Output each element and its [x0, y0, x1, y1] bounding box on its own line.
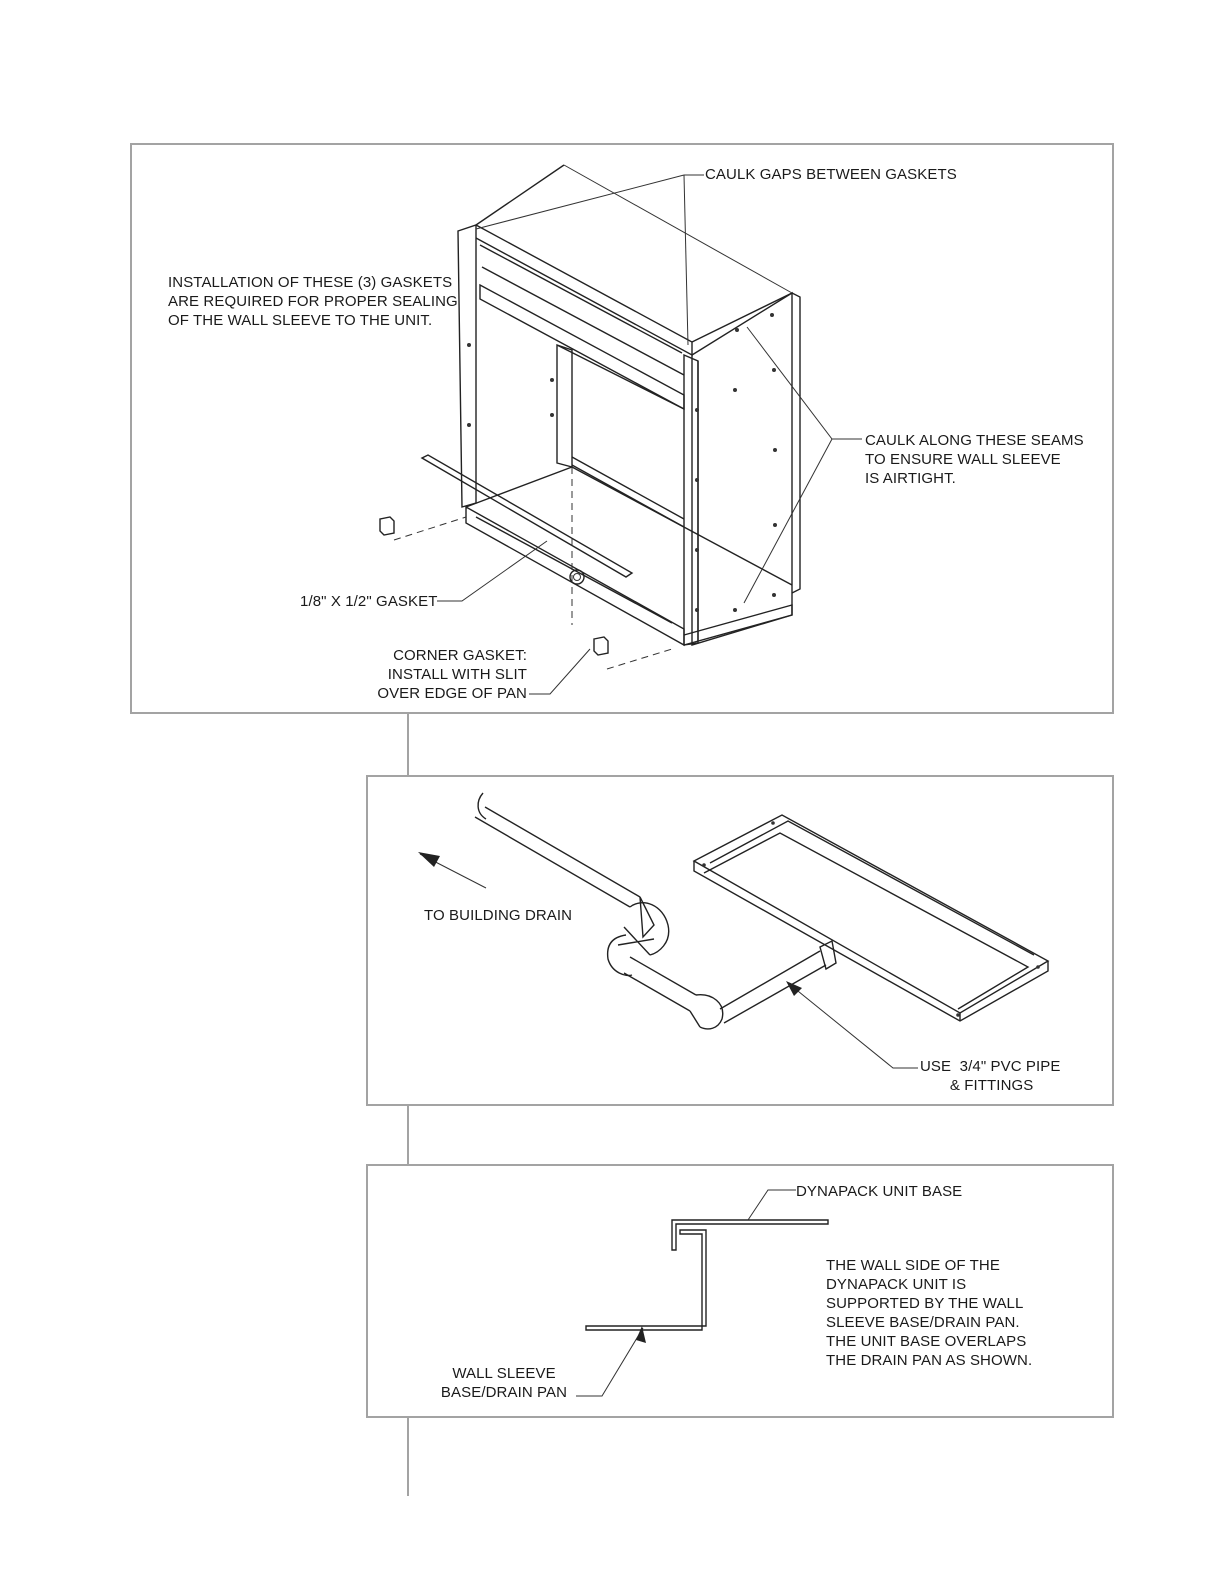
- wall-sleeve-gasket-panel: [130, 143, 1114, 714]
- drain-pan-top: [694, 815, 1048, 1013]
- sleeve-right-side: [692, 293, 792, 645]
- unit-base-panel: [366, 1164, 1114, 1418]
- corner-gasket-left: [380, 517, 394, 535]
- drain-piping-drawing: [368, 777, 1112, 1104]
- support-note: THE WALL SIDE OF THE DYNAPACK UNIT IS SUPPORTED BY THE WALL SLEEVE BASE/DRAIN PAN. THE UNIT BASE OVERLAPS THE DRAIN PAN AS SHOWN.: [826, 1257, 1033, 1369]
- pipe-lower-run: [630, 957, 696, 995]
- leader-caulk-gaps-1: [476, 175, 684, 229]
- sleeve-left-post: [458, 225, 476, 507]
- drain-pan-profile: [586, 1230, 706, 1330]
- pipe-upper-run: [485, 807, 640, 897]
- wall-sleeve-drawing: [132, 145, 1112, 712]
- gasket-size-label: 1/8" X 1/2" GASKET: [300, 593, 438, 610]
- leader-gasket-strip: [437, 541, 547, 601]
- leader-corner-gasket: [529, 649, 590, 694]
- connector-line-3: [407, 1418, 409, 1496]
- elbow-2: [608, 935, 632, 975]
- leader-caulk-seams-2: [744, 439, 832, 603]
- unit-base-label: DYNAPACK UNIT BASE: [796, 1183, 963, 1200]
- installation-note: INSTALLATION OF THESE (3) GASKETS ARE REQUIRED FOR PROPER SEALING OF THE WALL SLEEVE TO THE UNIT.: [168, 274, 458, 329]
- pvc-pipe-label: USE 3/4" PVC PIPE & FITTINGS: [920, 1058, 1061, 1094]
- building-drain-label: TO BUILDING DRAIN: [424, 907, 573, 924]
- leader-unit-base: [748, 1190, 796, 1220]
- connector-line-2: [407, 1106, 409, 1164]
- leader-caulk-seams-1: [747, 327, 862, 439]
- sleeve-top-rail: [476, 225, 692, 355]
- connector-line-1: [407, 714, 409, 775]
- corner-gasket-right: [594, 637, 608, 655]
- drain-piping-panel: [366, 775, 1114, 1106]
- drain-pan-front: [466, 507, 684, 645]
- elbow-3: [696, 995, 723, 1029]
- leader-caulk-gaps-2: [684, 175, 688, 345]
- drain-pan-label: WALL SLEEVE BASE/DRAIN PAN: [440, 1365, 568, 1401]
- unit-base-profile: [672, 1220, 828, 1250]
- leader-pvc: [788, 983, 918, 1068]
- pan-fitting: [820, 941, 836, 969]
- leader-drain-pan: [576, 1328, 643, 1396]
- sleeve-second-rail: [480, 285, 684, 409]
- corner-gasket-label: CORNER GASKET: INSTALL WITH SLIT OVER EDGE OF PAN: [377, 647, 527, 702]
- caulk-gaps-label: CAULK GAPS BETWEEN GASKETS: [705, 166, 957, 183]
- pipe-to-pan: [720, 951, 820, 1009]
- caulk-seams-label: CAULK ALONG THESE SEAMS TO ENSURE WALL SLEEVE IS AIRTIGHT.: [865, 432, 1084, 487]
- drain-pan-edge: [694, 861, 1048, 1021]
- elbow-1: [630, 903, 669, 955]
